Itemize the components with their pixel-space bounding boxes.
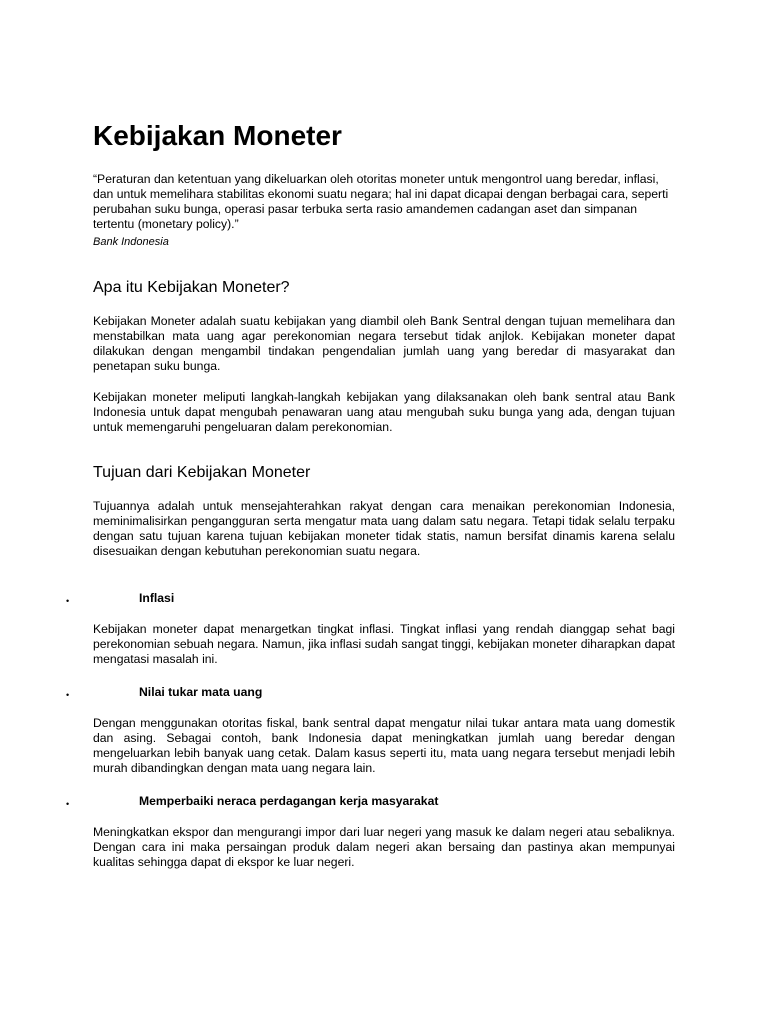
list-item-text-inflasi: Kebijakan moneter dapat menargetkan tingkat inflasi. Tingkat inflasi yang rendah dianggap sehat bagi perekonomian sebuah negara. Namun, jika inflasi sudah sangat tinggi, kebijakan moneter diharapkan dapat mengatasi masalah ini. [93, 622, 675, 666]
bullet-marker: • [66, 596, 70, 606]
definition-quote: “Peraturan dan ketentuan yang dikeluarkan oleh otoritas moneter untuk mengontrol uang beredar, inflasi, dan untuk memelihara stabilitas ekonomi suatu negara; hal ini dapat dicapai dengan berbagai cara, seperti perubahan suku bunga, operasi pasar terbuka serta rasio amandemen cadangan aset dan simpanan tertentu (monetary policy).” [93, 172, 669, 231]
list-item-label-inflasi: Inflasi [139, 591, 175, 605]
paragraph-measures: Kebijakan moneter meliputi langkah-langkah kebijakan yang dilaksanakan oleh bank sentral atau Bank Indonesia untuk dapat mengubah penawaran uang atau mengubah suku bunga yang ada, dengan tujuan untuk memengaruhi pengeluaran dalam perekonomian. [93, 390, 675, 434]
paragraph-definition: Kebijakan Moneter adalah suatu kebijakan yang diambil oleh Bank Sentral dengan tujuan memelihara dan menstabilkan mata uang agar perekonomian negara tersebut tidak anjlok. Kebijakan moneter dapat dilakukan dengan mengambil tindakan pengendalian jumlah uang yang beredar di masyarakat dan penetapan suku bunga. [93, 314, 675, 373]
bullet-marker: • [66, 799, 70, 809]
list-item-label-exchange-rate: Nilai tukar mata uang [139, 685, 263, 699]
list-item-text-exchange-rate: Dengan menggunakan otoritas fiskal, bank sentral dapat mengatur nilai tukar antara mata uang domestik dan asing. Sebagai contoh, bank Indonesia dapat meningkatkan jumlah uang beredar dengan mengeluarkan lebih banyak uang cetak. Dalam kasus seperti itu, mata uang negara tersebut menjadi lebih murah dibandingkan dengan mata uang negara lain. [93, 716, 675, 775]
section-heading-what-is: Apa itu Kebijakan Moneter? [93, 279, 290, 296]
paragraph-goals: Tujuannya adalah untuk mensejahterahkan rakyat dengan cara menaikan perekonomian Indonesia, meminimalisirkan pengangguran serta mengatur mata uang dalam satu negara. Tetapi tidak selalu terpaku dengan satu tujuan karena tujuan kebijakan moneter tidak statis, namun bersifat dinamis karena selalu disesuaikan dengan kebutuhan perekonomian suatu negara. [93, 499, 675, 558]
list-item-text-trade-balance: Meningkatkan ekspor dan mengurangi impor dari luar negeri yang masuk ke dalam negeri atau sebaliknya. Dengan cara ini maka persaingan produk dalam negeri akan bersaing dan pastinya akan mempunyai kualitas sehingga dapat di ekspor ke luar negeri. [93, 825, 675, 869]
page-title: Kebijakan Moneter [93, 120, 342, 151]
section-heading-goals: Tujuan dari Kebijakan Moneter [93, 464, 311, 481]
quote-source: Bank Indonesia [93, 236, 169, 248]
bullet-marker: • [66, 690, 70, 700]
list-item-label-trade-balance: Memperbaiki neraca perdagangan kerja masyarakat [139, 794, 439, 808]
